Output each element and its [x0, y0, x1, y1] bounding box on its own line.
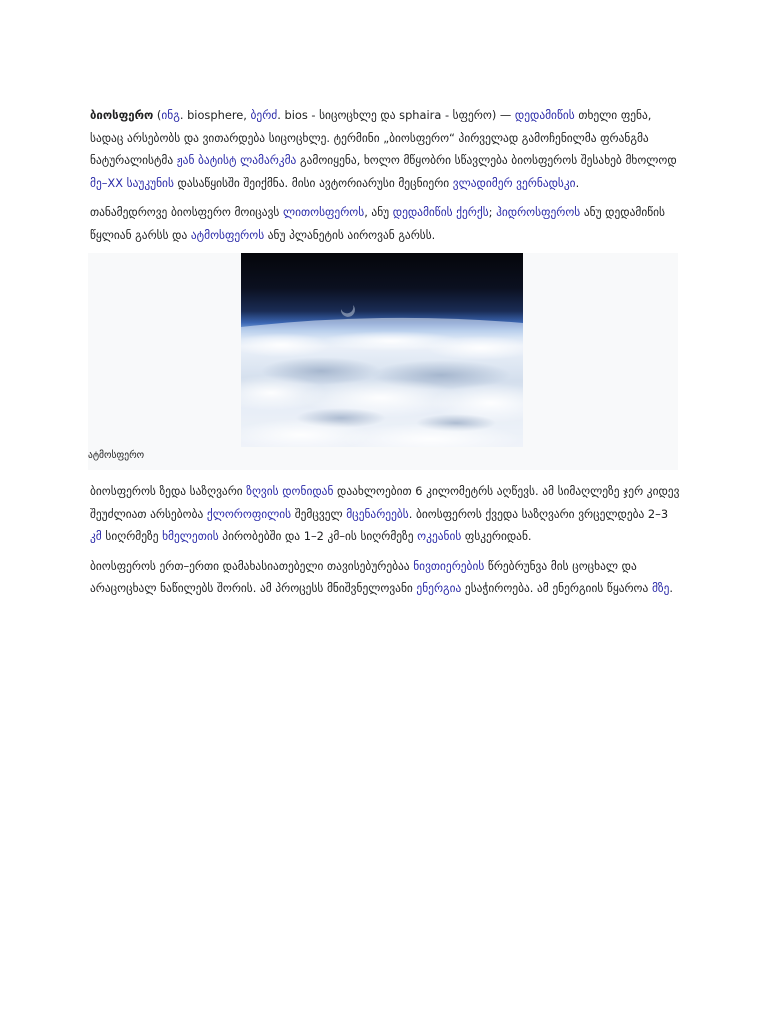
paragraph-text: თანამედროვე ბიოსფერო მოიცავს [90, 205, 283, 219]
paragraph-boundaries [90, 480, 680, 548]
article-title-term: ბიოსფერო [90, 108, 154, 122]
paragraph-text: ფსკერიდან. [461, 529, 532, 543]
paragraph-text: ბიოსფეროს ზედა საზღვარი [90, 484, 247, 498]
earth-atmosphere-image [241, 253, 523, 447]
paragraph-text: ; [488, 205, 497, 219]
figure-caption: ატმოსფერო [88, 450, 145, 461]
article-link[interactable]: მცენარეებს [346, 506, 409, 521]
paragraph-text: ბიოსფეროს ერთ–ერთი დამახასიათებელი თავისებურებაა [90, 558, 414, 573]
paragraph-composition [90, 201, 680, 246]
paragraph-text: შემცველ [291, 506, 347, 521]
article-link[interactable]: დედამიწის ქერქს [392, 205, 489, 219]
article-link[interactable]: მე–XX საუკუნის [90, 175, 174, 190]
paragraph-text: ( [153, 108, 162, 122]
article-link[interactable]: ენერგია [416, 581, 462, 595]
paragraph-text: . [575, 175, 580, 190]
article-link[interactable]: კმ [90, 529, 102, 543]
article-body [90, 104, 680, 607]
paragraph-text: . biosphere, [179, 108, 251, 122]
article-link[interactable]: ხმელეთის [162, 529, 219, 543]
paragraph-intro [90, 104, 680, 194]
atmosphere-photo[interactable] [241, 253, 523, 447]
paragraph-text: გამოიყენა, ხოლო მწყობრი სწავლება ბიოსფეროს შესახებ მხოლოდ [296, 153, 677, 167]
article-link[interactable]: ინგ [161, 108, 180, 122]
article-link[interactable]: ოკეანის [417, 529, 462, 543]
article-link[interactable]: ლითოსფეროს [282, 205, 365, 219]
article-link[interactable]: დედამიწის [514, 108, 575, 122]
paragraph-text: . bios - სიცოცხლე და sphaira - სფერო) — [277, 108, 515, 122]
paragraph-text: , ანუ [364, 205, 393, 219]
article-link[interactable]: მზე [651, 581, 670, 595]
article-link[interactable]: ვლადიმერ ვერნადსკი [452, 175, 576, 190]
paragraph-text: . ბიოსფეროს ქვედა საზღვარი ვრცელდება 2–3 [408, 506, 669, 521]
article-link[interactable]: ქლოროფილის [206, 506, 292, 521]
paragraph-text: დასაწყისში შეიქმნა. მისი ავტორიარუსი მეცნიერი [173, 175, 453, 190]
article-link[interactable]: ჰიდროსფეროს [496, 205, 581, 219]
paragraph-text: თხელი ფენა, სადაც არსებობს და ვითარდება სიცოცხლე. ტერმინი „ბიოსფერო“ პირველად გამოჩენილმა ფრანგმა ნატურალისტმა [90, 108, 652, 167]
paragraph-text: სიღრმეზე [101, 529, 163, 543]
paragraph-cycle [90, 555, 680, 600]
paragraph-text: დაახლოებით 6 კილომეტრს აღწევს. ამ სიმაღლეზე ჯერ კიდევ შეუძლიათ არსებობა [90, 484, 680, 521]
article-link[interactable]: ბერძ [250, 108, 278, 122]
paragraph-text: ანუ პლანეტის აიროვან გარსს. [264, 227, 436, 242]
paragraph-text: ესაჭიროება. ამ ენერგიის წყაროა [461, 581, 652, 595]
paragraph-text: . [669, 581, 673, 595]
paragraph-text: პირობებში და 1–2 კმ–ის სიღრმეზე [218, 529, 418, 543]
article-link[interactable]: ატმოსფეროს [190, 227, 265, 242]
article-link[interactable]: ზღვის დონიდან [246, 484, 334, 498]
paragraph-text: ანუ დედამიწის წყლიან გარსს და [90, 205, 665, 242]
article-link[interactable]: ჟან ბატისტ ლამარკმა [176, 153, 297, 167]
atmosphere-figure [88, 253, 678, 470]
paragraph-text: წრებრუნვა მის ცოცხალ და არაცოცხალ ნაწილებს შორის. ამ პროცესს მნიშვნელოვანი [90, 558, 637, 595]
article-link[interactable]: ნივთიერების [413, 558, 485, 573]
